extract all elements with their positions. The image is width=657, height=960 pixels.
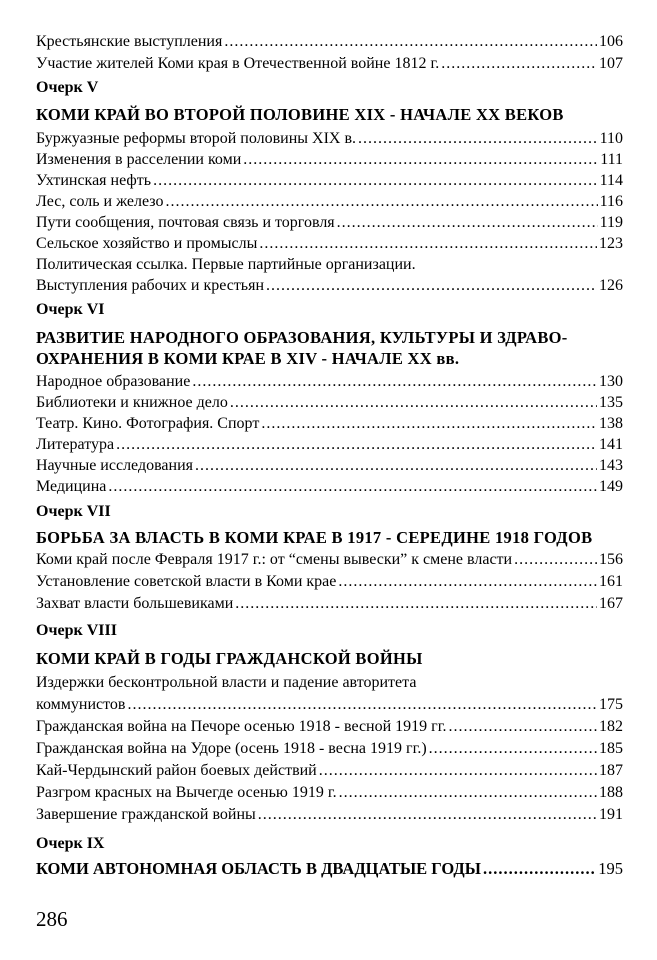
dot-leader (258, 804, 597, 826)
toc-entry (36, 549, 623, 571)
dot-leader (166, 191, 598, 213)
dot-leader (337, 212, 598, 234)
toc-entry-page: 187 (599, 762, 623, 779)
toc-entry (36, 371, 623, 393)
dot-leader (230, 392, 597, 414)
toc-entry (36, 31, 623, 53)
section-label: Очерк VII (36, 503, 111, 520)
toc-entry-page: 114 (599, 172, 623, 189)
toc-entry (36, 191, 623, 213)
dot-leader (108, 476, 597, 498)
dot-leader (261, 413, 597, 435)
toc-entry (36, 53, 623, 75)
dot-leader (441, 53, 597, 75)
toc-entry (36, 212, 623, 234)
toc-entry-page: 138 (599, 415, 623, 432)
section-title: КОМИ КРАЙ В ГОДЫ ГРАЖДАНСКОЙ ВОЙНЫ (36, 649, 423, 668)
section-label: Очерк IX (36, 835, 105, 852)
toc-entry-title: Народное образование (36, 373, 191, 390)
toc-entry-title: Библиотеки и книжное дело (36, 394, 228, 411)
toc-entry-page: 191 (599, 806, 623, 823)
toc-entry-page: 195 (598, 859, 623, 878)
dot-leader (127, 694, 597, 716)
toc-entry-title: КОМИ АВТОНОМНАЯ ОБЛАСТЬ В ДВАДЦАТЫЕ ГОДЫ (36, 859, 481, 878)
dot-leader (195, 455, 597, 477)
toc-entry (36, 149, 623, 171)
dot-leader (259, 233, 597, 255)
toc-entry-title: Буржуазные реформы второй половины XIX в. (36, 130, 357, 147)
toc-entry-page: 126 (599, 277, 623, 294)
toc-entry-page: 116 (599, 193, 623, 210)
page-number: 286 (36, 907, 68, 931)
toc-entry-title: коммунистов (36, 696, 126, 713)
section-title: РАЗВИТИЕ НАРОДНОГО ОБРАЗОВАНИЯ, КУЛЬТУРЫ И ЗДРАВО- (36, 328, 568, 347)
toc-entry-page: 123 (599, 235, 623, 252)
toc-entry-title: Захват власти большевиками (36, 595, 234, 612)
toc-entry (36, 128, 623, 150)
section-title-continued: ОХРАНЕНИЯ В КОМИ КРАЕ В XIV - НАЧАЛЕ XX вв. (36, 349, 460, 368)
toc-entry-page: 188 (599, 784, 623, 801)
toc-entry-page: 110 (599, 130, 623, 147)
toc-entry (36, 275, 623, 297)
toc-entry-title: Медицина (36, 478, 107, 495)
toc-entry-page: 130 (599, 373, 623, 390)
dot-leader (192, 371, 597, 393)
dot-leader (514, 549, 597, 571)
dot-leader (266, 275, 597, 297)
toc-entry (36, 782, 623, 804)
toc-entry-title: Научные исследования (36, 457, 194, 474)
toc-entry-page: 175 (599, 696, 623, 713)
toc-entry-page: 107 (599, 55, 623, 72)
toc-entry (36, 413, 623, 435)
toc-entry-title: Гражданская война на Печоре осенью 1918 - весной 1919 гг. (36, 718, 447, 735)
toc-entry-first-line: Политическая ссылка. Первые партийные организации. (36, 256, 416, 273)
toc-entry-title: Разгром красных на Вычегде осенью 1919 г. (36, 784, 337, 801)
dot-leader (153, 170, 598, 192)
section-label: Очерк V (36, 79, 99, 96)
toc-entry-page: 106 (599, 33, 623, 50)
toc-entry-title: Выступления рабочих и крестьян (36, 277, 265, 294)
toc-entry-title: Пути сообщения, почтовая связь и торговля (36, 214, 335, 231)
toc-entry (36, 233, 623, 255)
toc-entry (36, 716, 623, 738)
dot-leader (429, 738, 597, 760)
dot-leader (224, 31, 597, 53)
toc-entry-title: Коми край после Февраля 1917 г.: от “смены вывески” к смене власти (36, 551, 513, 568)
toc-entry (36, 455, 623, 477)
toc-entry-page: 167 (599, 595, 623, 612)
dot-leader (116, 434, 597, 456)
toc-entry-title: Гражданская война на Удоре (осень 1918 - весна 1919 гг.) (36, 740, 427, 757)
toc-entry (36, 392, 623, 414)
section-title: КОМИ КРАЙ ВО ВТОРОЙ ПОЛОВИНЕ XIX - НАЧАЛЕ XX ВЕКОВ (36, 105, 564, 124)
toc-entry (36, 694, 623, 716)
toc-entry-title: Театр. Кино. Фотография. Спорт (36, 415, 260, 432)
dot-leader (319, 760, 597, 782)
toc-entry-page: 185 (599, 740, 623, 757)
toc-entry-page: 119 (599, 214, 623, 231)
toc-entry-title: Изменения в расселении коми (36, 151, 242, 168)
toc-entry (36, 593, 623, 615)
toc-entry (36, 476, 623, 498)
toc-entry-title: Крестьянские выступления (36, 33, 223, 50)
toc-entry-page: 182 (599, 718, 623, 735)
toc-entry-first-line: Издержки бесконтрольной власти и падение авторитета (36, 674, 417, 691)
section-title: БОРЬБА ЗА ВЛАСТЬ В КОМИ КРАЕ В 1917 - СЕРЕДИНЕ 1918 ГОДОВ (36, 528, 593, 547)
toc-entry-title: Кай-Чердынский район боевых действий (36, 762, 317, 779)
dot-leader (339, 782, 597, 804)
dot-leader (483, 858, 596, 880)
toc-entry-page: 143 (599, 457, 623, 474)
toc-entry (36, 804, 623, 826)
toc-entry-page: 149 (599, 478, 623, 495)
dot-leader (235, 593, 597, 615)
dot-leader (338, 571, 597, 593)
toc-entry-title: Сельское хозяйство и промыслы (36, 235, 258, 252)
toc-entry-title: Литература (36, 436, 115, 453)
dot-leader (448, 716, 597, 738)
toc-entry-page: 156 (599, 551, 623, 568)
toc-entry-page: 161 (599, 573, 623, 590)
toc-entry (36, 760, 623, 782)
toc-entry-title: Завершение гражданской войны (36, 806, 256, 823)
toc-entry (36, 738, 623, 760)
toc-entry (36, 858, 623, 880)
dot-leader (243, 149, 598, 171)
toc-entry-title: Ухтинская нефть (36, 172, 152, 189)
dot-leader (358, 128, 598, 150)
toc-entry (36, 170, 623, 192)
section-label: Очерк VIII (36, 622, 117, 639)
toc-entry-page: 135 (599, 394, 623, 411)
section-label: Очерк VI (36, 301, 105, 318)
toc-entry-title: Установление советской власти в Коми крае (36, 573, 337, 590)
toc-entry-title: Лес, соль и железо (36, 193, 164, 210)
toc-entry (36, 434, 623, 456)
toc-entry-page: 141 (599, 436, 623, 453)
toc-entry-title: Участие жителей Коми края в Отечественной войне 1812 г. (36, 55, 440, 72)
toc-entry (36, 571, 623, 593)
toc-entry-page: 111 (600, 151, 623, 168)
